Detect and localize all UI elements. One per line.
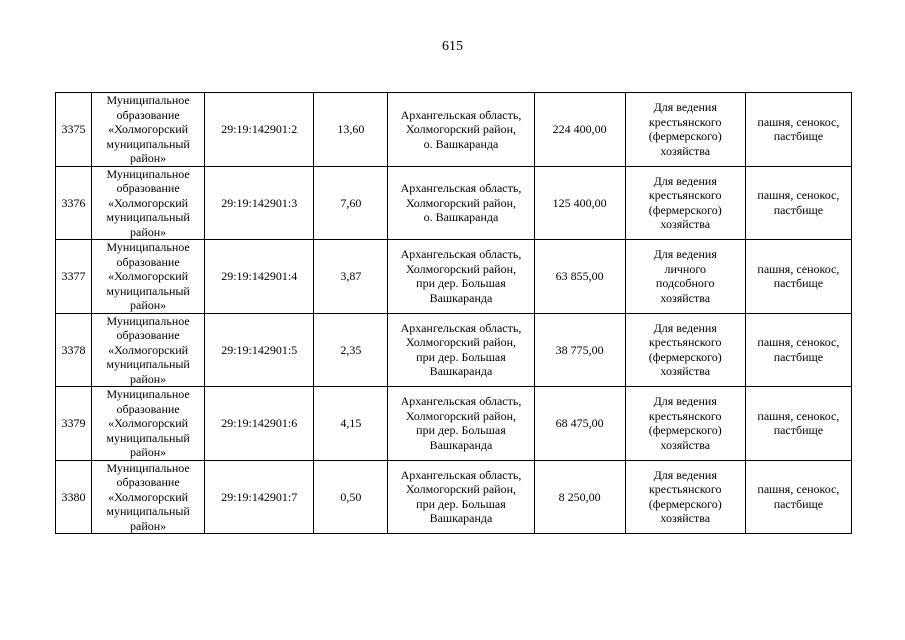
location-cell-line: Архангельская область,	[400, 394, 522, 409]
owner-cell-line: «Холмогорский	[108, 342, 189, 357]
land-type-cell	[745, 240, 851, 314]
owner-cell	[92, 313, 205, 387]
owner-cell-line: район»	[130, 298, 167, 312]
owner-cell-line: образование	[116, 107, 180, 122]
permitted-use-cell	[625, 166, 745, 240]
permitted-use-cell-line: личного	[664, 261, 706, 276]
permitted-use-cell-line: хозяйства	[660, 143, 711, 158]
owner-cell	[92, 166, 205, 240]
owner-cell-line: образование	[116, 328, 180, 342]
land-type-cell	[745, 460, 851, 534]
owner-cell-line: муниципальный	[106, 283, 190, 298]
location-cell-line: Холмогорский район,	[405, 335, 517, 350]
location-cell	[388, 313, 534, 387]
permitted-use-cell-line: Для ведения	[653, 100, 717, 115]
location-cell-line: Архангельская область,	[400, 107, 522, 122]
owner-cell-line: Муниципальное	[106, 460, 190, 475]
owner-cell-line: Муниципальное	[106, 313, 190, 328]
record-number-cell: 3376	[56, 166, 92, 240]
permitted-use-cell-line: (фермерского)	[648, 423, 722, 438]
owner-cell-line: образование	[116, 254, 180, 269]
permitted-use-cell-line: Для ведения	[653, 247, 717, 262]
area-cell: 3,87	[314, 240, 388, 314]
location-cell	[388, 240, 534, 314]
permitted-use-cell-line: крестьянского	[648, 114, 722, 129]
location-cell-line: Вашкаранда	[429, 290, 493, 305]
location-cell-line: Вашкаранда	[429, 437, 493, 452]
page-number: 615	[442, 39, 463, 54]
owner-cell-line: «Холмогорский	[108, 416, 189, 430]
location-cell-line: Холмогорский район,	[405, 408, 517, 423]
land-type-cell-line: пастбище	[773, 129, 824, 144]
cadastral-value-cell: 224 400,00	[534, 93, 625, 167]
cadastral-number-cell: 29:19:142901:6	[205, 387, 314, 461]
area-cell: 2,35	[314, 313, 388, 387]
location-cell-line: при дер. Большая	[416, 349, 506, 364]
area-cell: 0,50	[314, 460, 388, 534]
land-type-cell-line: пашня, сенокос,	[757, 482, 840, 497]
location-cell-line: при дер. Большая	[416, 276, 506, 291]
location-cell-line: о. Вашкаранда	[423, 136, 499, 151]
location-cell-line: Архангельская область,	[400, 181, 522, 195]
land-type-cell-line: пашня, сенокос,	[757, 188, 840, 203]
owner-cell-line: район»	[130, 518, 167, 533]
owner-cell	[92, 387, 205, 461]
land-type-cell	[745, 387, 851, 461]
location-cell	[388, 93, 534, 167]
permitted-use-cell	[625, 313, 745, 387]
location-cell-line: Архангельская область,	[400, 467, 522, 482]
location-cell-line: Холмогорский район,	[405, 261, 517, 276]
permitted-use-cell	[625, 387, 745, 461]
owner-cell	[92, 240, 205, 314]
land-type-cell-line: пашня, сенокос,	[757, 335, 840, 350]
permitted-use-cell-line: подсобного	[655, 276, 715, 291]
land-type-cell	[745, 93, 851, 167]
land-type-cell	[745, 313, 851, 387]
location-cell	[388, 166, 534, 240]
permitted-use-cell-line: крестьянского	[648, 335, 722, 350]
cadastral-value-cell: 8 250,00	[534, 460, 625, 534]
owner-cell-line: образование	[116, 181, 180, 195]
record-number-cell: 3377	[56, 240, 92, 314]
table-row	[56, 93, 852, 167]
permitted-use-cell-line: хозяйства	[660, 437, 711, 452]
cadastral-number-cell: 29:19:142901:5	[205, 313, 314, 387]
land-type-cell-line: пашня, сенокос,	[757, 261, 840, 276]
land-type-cell-line: пашня, сенокос,	[757, 408, 840, 423]
owner-cell-line: образование	[116, 401, 180, 416]
permitted-use-cell-line: Для ведения	[653, 394, 717, 409]
owner-cell-line: образование	[116, 475, 180, 489]
land-type-cell-line: пашня, сенокос,	[757, 114, 840, 129]
cadastral-value-cell: 68 475,00	[534, 387, 625, 461]
location-cell-line: Холмогорский район,	[405, 122, 517, 136]
owner-cell-line: «Холмогорский	[108, 122, 189, 136]
land-type-cell-line: пастбище	[773, 423, 824, 438]
location-cell-line: Холмогорский район,	[405, 195, 517, 210]
permitted-use-cell-line: хозяйства	[660, 511, 711, 526]
location-cell	[388, 387, 534, 461]
permitted-use-cell	[625, 460, 745, 534]
owner-cell-line: Муниципальное	[106, 387, 190, 401]
location-cell-line: Вашкаранда	[429, 511, 493, 526]
owner-cell-line: район»	[130, 371, 167, 386]
cadastral-number-cell: 29:19:142901:3	[205, 166, 314, 240]
cadastral-value-cell: 63 855,00	[534, 240, 625, 314]
location-cell-line: при дер. Большая	[416, 423, 506, 438]
cadastral-value-cell: 125 400,00	[534, 166, 625, 240]
owner-cell	[92, 460, 205, 534]
permitted-use-cell-line: хозяйства	[660, 217, 711, 232]
cadastral-number-cell: 29:19:142901:2	[205, 93, 314, 167]
area-cell: 4,15	[314, 387, 388, 461]
owner-cell-line: район»	[130, 445, 167, 459]
owner-cell-line: «Холмогорский	[108, 195, 189, 210]
location-cell-line: Архангельская область,	[400, 247, 522, 262]
location-cell	[388, 460, 534, 534]
table-row	[56, 240, 852, 314]
permitted-use-cell-line: Для ведения	[653, 173, 717, 188]
cadastral-number-cell: 29:19:142901:4	[205, 240, 314, 314]
land-type-cell-line: пастбище	[773, 496, 824, 511]
owner-cell-line: муниципальный	[106, 430, 190, 445]
owner-cell	[92, 93, 205, 167]
owner-cell-line: муниципальный	[106, 210, 190, 224]
table-row	[56, 313, 852, 387]
permitted-use-cell-line: крестьянского	[648, 408, 722, 423]
owner-cell-line: Муниципальное	[106, 166, 190, 181]
owner-cell-line: район»	[130, 224, 167, 239]
cadastral-value-cell: 38 775,00	[534, 313, 625, 387]
permitted-use-cell-line: хозяйства	[660, 290, 711, 305]
permitted-use-cell-line: Для ведения	[653, 467, 717, 482]
land-type-cell-line: пастбище	[773, 349, 824, 364]
land-type-cell	[745, 166, 851, 240]
record-number-cell: 3378	[56, 313, 92, 387]
location-cell-line: Архангельская область,	[400, 320, 522, 335]
owner-cell-line: муниципальный	[106, 504, 190, 518]
permitted-use-cell	[625, 240, 745, 314]
table-row	[56, 387, 852, 461]
owner-cell-line: Муниципальное	[106, 240, 190, 254]
area-cell: 7,60	[314, 166, 388, 240]
location-cell-line: Вашкаранда	[429, 364, 493, 379]
permitted-use-cell-line: крестьянского	[648, 482, 722, 497]
area-cell: 13,60	[314, 93, 388, 167]
permitted-use-cell-line: (фермерского)	[648, 349, 722, 364]
location-cell-line: при дер. Большая	[416, 496, 506, 511]
owner-cell-line: муниципальный	[106, 136, 190, 151]
permitted-use-cell-line: Для ведения	[653, 320, 717, 335]
owner-cell-line: Муниципальное	[106, 93, 190, 107]
location-cell-line: о. Вашкаранда	[423, 210, 499, 224]
location-cell-line: Холмогорский район,	[405, 482, 517, 497]
land-type-cell-line: пастбище	[773, 202, 824, 217]
permitted-use-cell-line: (фермерского)	[648, 496, 722, 511]
permitted-use-cell-line: (фермерского)	[648, 202, 722, 217]
record-number-cell: 3375	[56, 93, 92, 167]
cadastral-number-cell: 29:19:142901:7	[205, 460, 314, 534]
table-row	[56, 460, 852, 534]
land-registry-table	[55, 92, 852, 534]
table-row	[56, 166, 852, 240]
permitted-use-cell-line: хозяйства	[660, 364, 711, 379]
record-number-cell: 3380	[56, 460, 92, 534]
permitted-use-cell-line: крестьянского	[648, 188, 722, 203]
land-type-cell-line: пастбище	[773, 276, 824, 291]
owner-cell-line: район»	[130, 151, 167, 165]
owner-cell-line: муниципальный	[106, 357, 190, 371]
owner-cell-line: «Холмогорский	[108, 269, 189, 283]
permitted-use-cell-line: (фермерского)	[648, 129, 722, 144]
record-number-cell: 3379	[56, 387, 92, 461]
permitted-use-cell	[625, 93, 745, 167]
owner-cell-line: «Холмогорский	[108, 489, 189, 504]
registry-body	[56, 93, 852, 534]
